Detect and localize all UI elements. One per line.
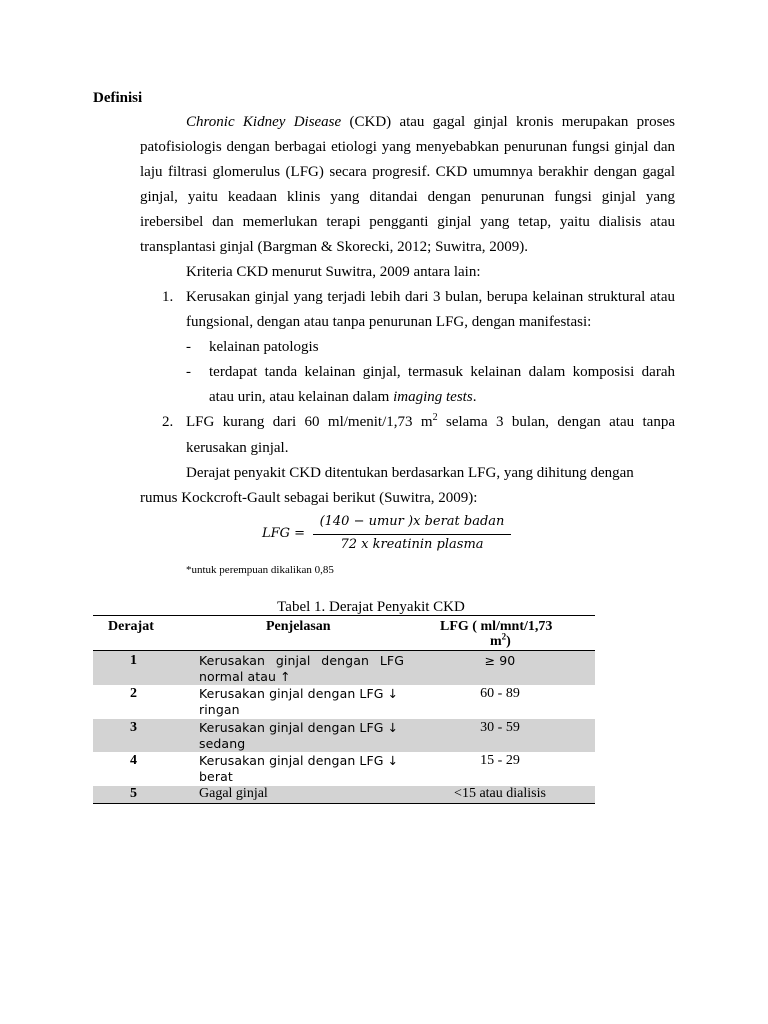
- row3-lfg: 30 - 59: [480, 720, 520, 735]
- row2-penjelasan-l2: ringan: [199, 702, 240, 717]
- item1-line2: fungsional, dengan atau tanpa penurunan LFG, dengan manifestasi:: [186, 314, 592, 330]
- fraction-bar: [313, 534, 511, 535]
- table-row: [93, 786, 595, 803]
- row1-penjelasan-l1: Kerusakan ginjal dengan LFG: [199, 653, 404, 668]
- para1-line1: Chronic Kidney Disease (CKD) atau gagal ginjal kronis merupakan proses: [186, 114, 676, 130]
- table-bottom-rule: [93, 803, 595, 804]
- para1-line2: patofisiologis dengan berbagai etiologi yang menyebabkan penurunan fungsi ginjal dan: [140, 139, 675, 155]
- item2-line2: kerusakan ginjal.: [186, 440, 289, 456]
- para1-line4: ginjal, yaitu keadaan klinis yang ditandai dengan penurunan fungsi ginjal yang: [140, 189, 675, 205]
- section-heading: Definisi: [93, 90, 143, 106]
- item1-line1: Kerusakan ginjal yang terjadi lebih dari 3 bulan, berupa kelainan struktural atau: [186, 289, 675, 305]
- formula-numerator: (140 − umur )x berat badan: [319, 514, 505, 529]
- header-lfg-line1: LFG ( ml/mnt/1,73: [440, 619, 553, 634]
- row4-penjelasan-l2: berat: [199, 769, 233, 784]
- item2-number: 2.: [162, 414, 174, 430]
- item1-number: 1.: [162, 289, 174, 305]
- header-lfg-line2: $m^2$): [490, 631, 511, 649]
- table-row: [93, 752, 595, 786]
- row2-penjelasan-l1: Kerusakan ginjal dengan LFG ↓: [199, 686, 399, 701]
- table-caption: Tabel 1. Derajat Penyakit CKD: [277, 599, 465, 615]
- row3-derajat: 3: [130, 720, 137, 735]
- sub2-line1: terdapat tanda kelainan ginjal, termasuk kelainan dalam komposisi darah: [209, 364, 675, 380]
- row5-lfg: <15 atau dialisis: [454, 786, 546, 801]
- row3-penjelasan-l1: Kerusakan ginjal dengan LFG ↓: [199, 720, 399, 735]
- row3-penjelasan-l2: sedang: [199, 736, 246, 751]
- para1-line5: irebersibel dan memerlukan terapi pengganti ginjal yang tetap, yaitu dialisis atau: [140, 214, 675, 230]
- item2-line1: LFG kurang dari 60 ml/menit/1,73 $m^2$ selama 3 bulan, dengan atau tanpa: [186, 412, 675, 430]
- para2-line1: Derajat penyakit CKD ditentukan berdasarkan LFG, yang dihitung dengan: [186, 465, 634, 481]
- row2-lfg: 60 - 89: [480, 686, 520, 701]
- formula-lhs: LFG =: [262, 526, 306, 541]
- row2-derajat: 2: [130, 686, 137, 701]
- row1-lfg: ≥ 90: [484, 653, 516, 668]
- para1-line3: laju filtrasi glomerulus (LFG) secara progresif. CKD umumnya berakhir dengan gagal: [140, 164, 675, 180]
- table-row: [93, 685, 595, 719]
- header-derajat: Derajat: [108, 619, 154, 634]
- sub2-bullet: -: [186, 364, 191, 380]
- row5-derajat: 5: [130, 786, 137, 801]
- table-row: [93, 719, 595, 752]
- para2-line2: rumus Kockcroft-Gault sebagai berikut (Suwitra, 2009):: [140, 490, 478, 506]
- criteria-intro: Kriteria CKD menurut Suwitra, 2009 antara lain:: [186, 264, 481, 280]
- row4-derajat: 4: [130, 753, 137, 768]
- formula-denominator: 72 x kreatinin plasma: [340, 537, 484, 552]
- footnote: *untuk perempuan dikalikan 0,85: [186, 564, 334, 576]
- sub2-line2: atau urin, atau kelainan dalam imaging tests.: [209, 389, 477, 405]
- para1-line6: transplantasi ginjal (Bargman & Skorecki, 2012; Suwitra, 2009).: [140, 239, 528, 255]
- table-top-rule: [93, 615, 595, 616]
- row4-lfg: 15 - 29: [480, 753, 520, 768]
- row1-penjelasan-l2: normal atau ↑: [199, 669, 291, 684]
- sub1-bullet: -: [186, 339, 191, 355]
- header-penjelasan: Penjelasan: [266, 619, 331, 634]
- row5-penjelasan: Gagal ginjal: [199, 786, 268, 801]
- sub1-text: kelainan patologis: [209, 339, 319, 355]
- row4-penjelasan-l1: Kerusakan ginjal dengan LFG ↓: [199, 753, 399, 768]
- row1-derajat: 1: [130, 653, 137, 668]
- table-row: [93, 651, 595, 685]
